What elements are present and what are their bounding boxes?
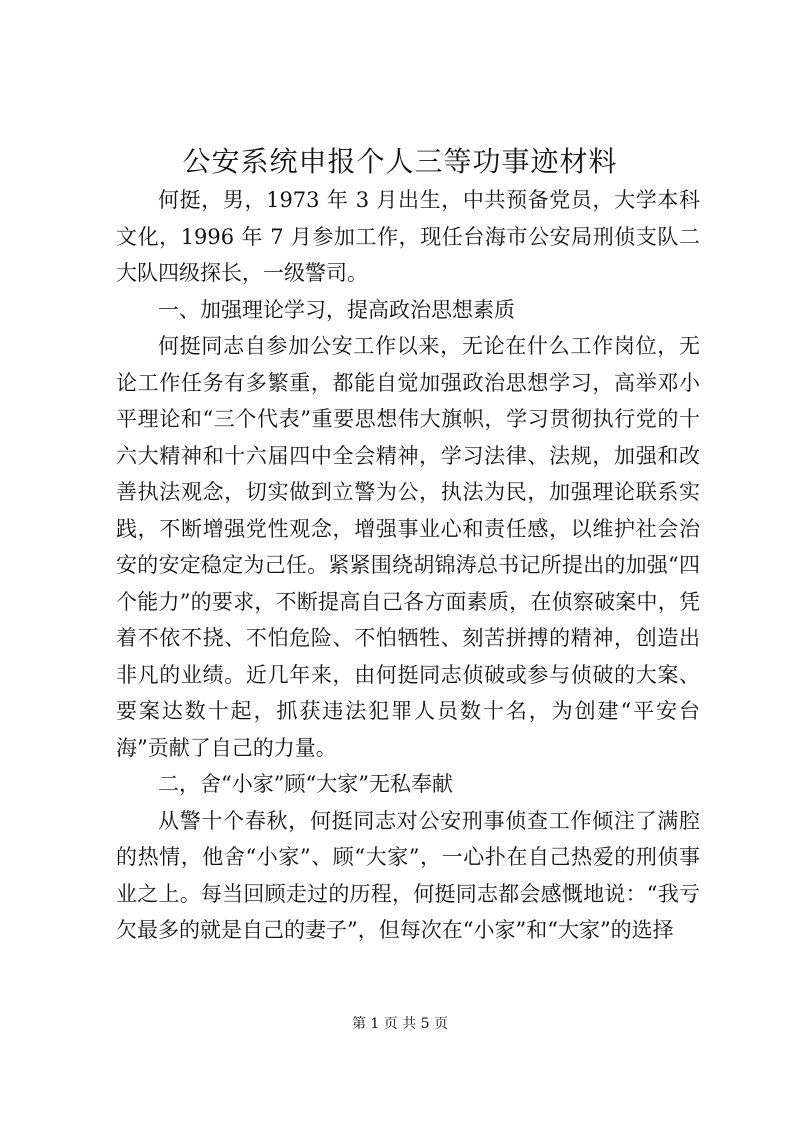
page-number-footer: 第 1 页 共 5 页 [351,1016,449,1032]
section-heading-1: 一、加强理论学习，提高政治思想素质 [158,297,515,322]
section-heading-2: 二，舍“小家”顾“大家”无私奉献 [158,772,453,796]
paragraph-section-1: 何挺同志自参加公安工作以来，无论在什么工作岗位，无论工作任务有多繁重，都能自觉加强政治思想学习，高举邓小平理论和“三个代表”重要思想伟大旗帜，学习贯彻执行党的十六大精神和十六届四中全会精神，学习法律、法规，加强和改善执法观念，切实做到立警为公，执法为民，加强理论联系实践，不断增强党性观念，增强事业心和责任感，以维护社会治安的安定稳定为己任。紧紧围绕胡锦涛总书记所提出的加强“四个能力”的要求，不断提高自己各方面素质，在侦察破案中，凭着不依不挠、不怕危险、不怕牺牲、刻苦拼搏的精神，创造出非凡的业绩。近几年来，由何挺同志侦破或参与侦破的大案、要案达数十起，抓获违法犯罪人员数十名，为创建“平安台海”贡献了自己的力量。 [116,334,700,760]
page-title: 公安系统申报个人三等功事迹材料 [182,145,618,178]
paragraph-section-2: 从警十个春秋，何挺同志对公安刑事侦查工作倾注了满腔的热情，他舍“小家”、顾“大家”，一心扑在自己热爱的刑侦事业之上。每当回顾走过的历程，何挺同志都会感慨地说：“我亏欠最多的就是自己的妻子”，但每次在“小家”和“大家”的选择 [116,808,700,942]
document-body [116,182,700,949]
paragraph-intro: 何挺，男，1973 年 3 月出生，中共预备党员，大学本科文化，1996 年 7 月参加工作，现任台海市公安局刑侦支队二大队四级探长，一级警司。 [116,188,700,285]
